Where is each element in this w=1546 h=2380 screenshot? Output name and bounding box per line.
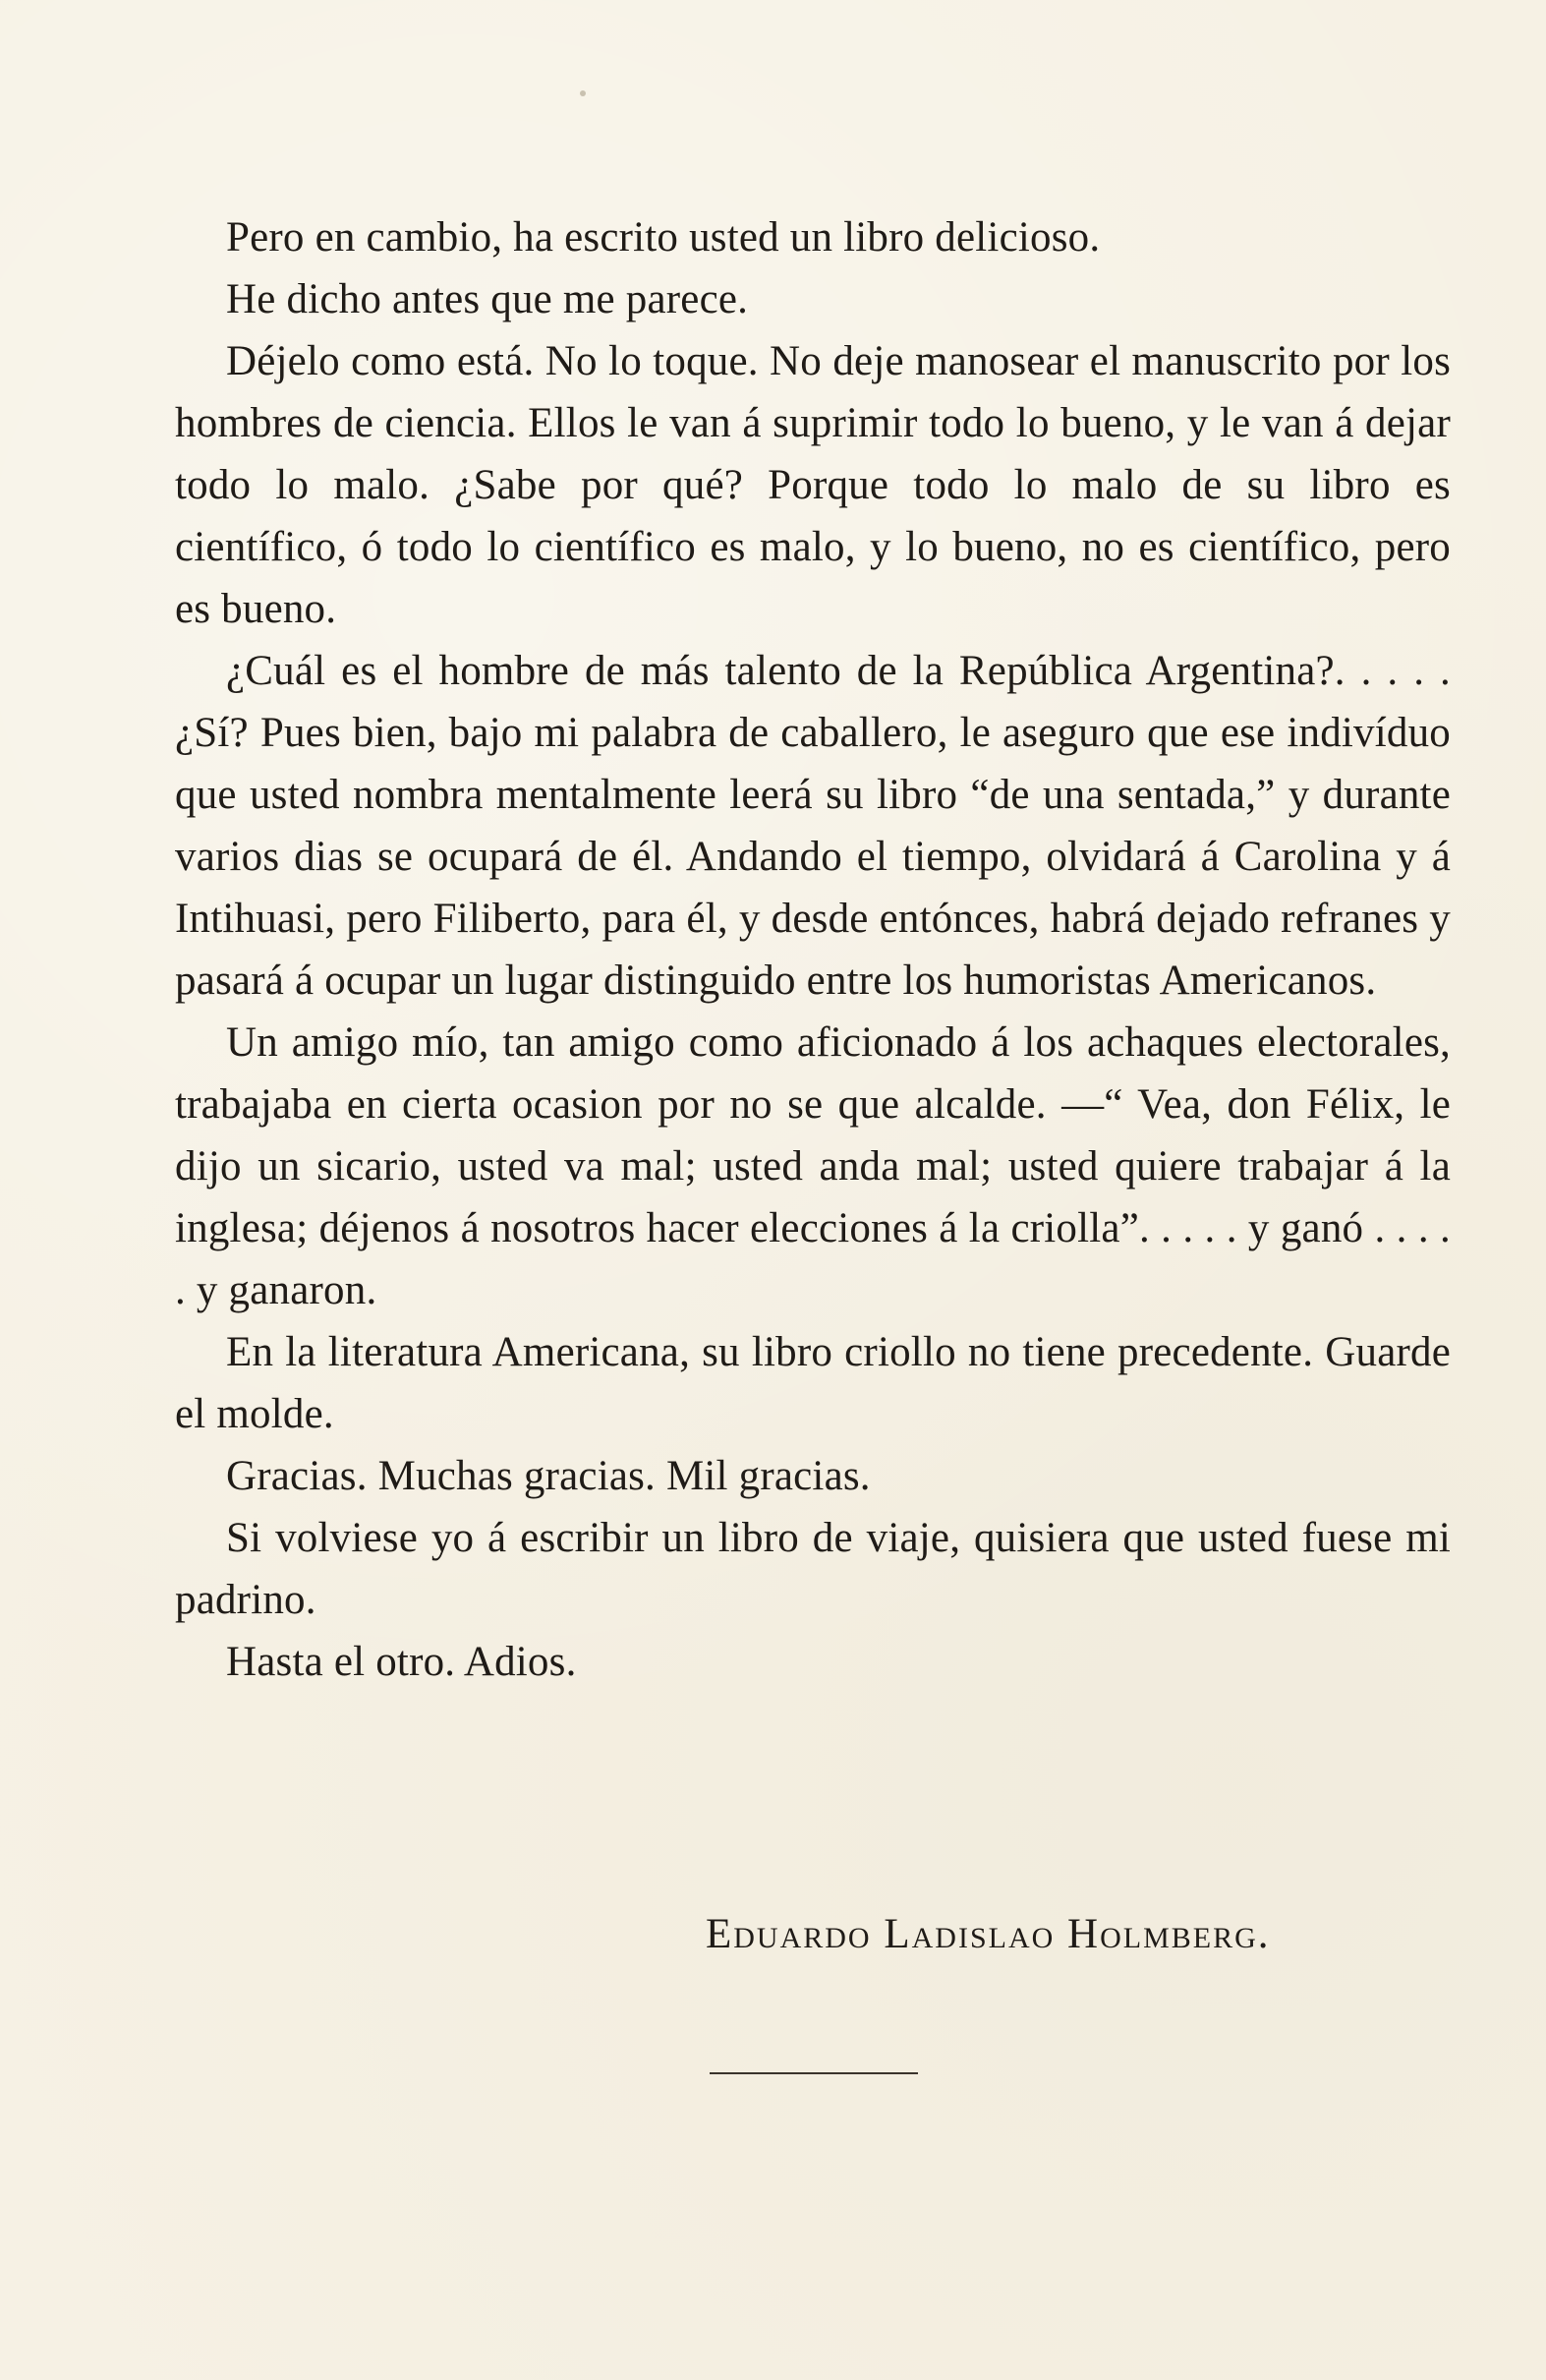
author-signature: Eduardo Ladislao Holmberg. — [706, 1911, 1271, 1957]
paragraph-5: Un amigo mío, tan amigo como aficionado á los achaques electorales, trabajaba en cierta ocasion por no se que alcalde. —“ Vea, don Félix, le dijo un sicario, usted va mal; usted anda mal; usted quiere trabajar á la inglesa; déjenos á nosotros hacer elecciones á la criolla”. . . . . y ganó . . . . . y ganaron. — [175, 1019, 1451, 1313]
paragraph-2: He dicho antes que me parece. — [226, 276, 749, 322]
paragraph-3: Déjelo como está. No lo toque. No deje manosear el manuscrito por los hombres de ciencia. Ellos le van á suprimir todo lo bueno, y le van á dejar todo lo malo. ¿Sabe por qué? Porque todo lo malo de su libro es científico, ó todo lo científico es malo, y lo bueno, no es científico, pero es bueno. — [175, 338, 1451, 632]
paragraph-1: Pero en cambio, ha escrito usted un libro delicioso. — [226, 214, 1101, 261]
paragraph-6: En la literatura Americana, su libro criollo no tiene precedente. Guarde el molde. — [175, 1329, 1451, 1437]
paper-speck — [580, 90, 586, 96]
body-text — [175, 206, 1451, 1693]
paragraph-7: Gracias. Muchas gracias. Mil gracias. — [226, 1453, 871, 1499]
paragraph-9: Hasta el otro. Adios. — [226, 1639, 577, 1685]
closing-rule — [710, 2072, 918, 2074]
paragraph-8: Si volviese yo á escribir un libro de viaje, quisiera que usted fuese mi padrino. — [175, 1515, 1451, 1623]
paragraph-4: ¿Cuál es el hombre de más talento de la República Argentina?. . . . . ¿Sí? Pues bien, bajo mi palabra de caballero, le aseguro que ese indivíduo que usted nombra mentalmente leerá su libro “de una sentada,” y durante varios dias se ocupará de él. Andando el tiempo, olvidará á Carolina y á Intihuasi, pero Filiberto, para él, y desde entónces, habrá dejado refranes y pasará á ocupar un lugar distinguido entre los humoristas Americanos. — [175, 648, 1451, 1004]
